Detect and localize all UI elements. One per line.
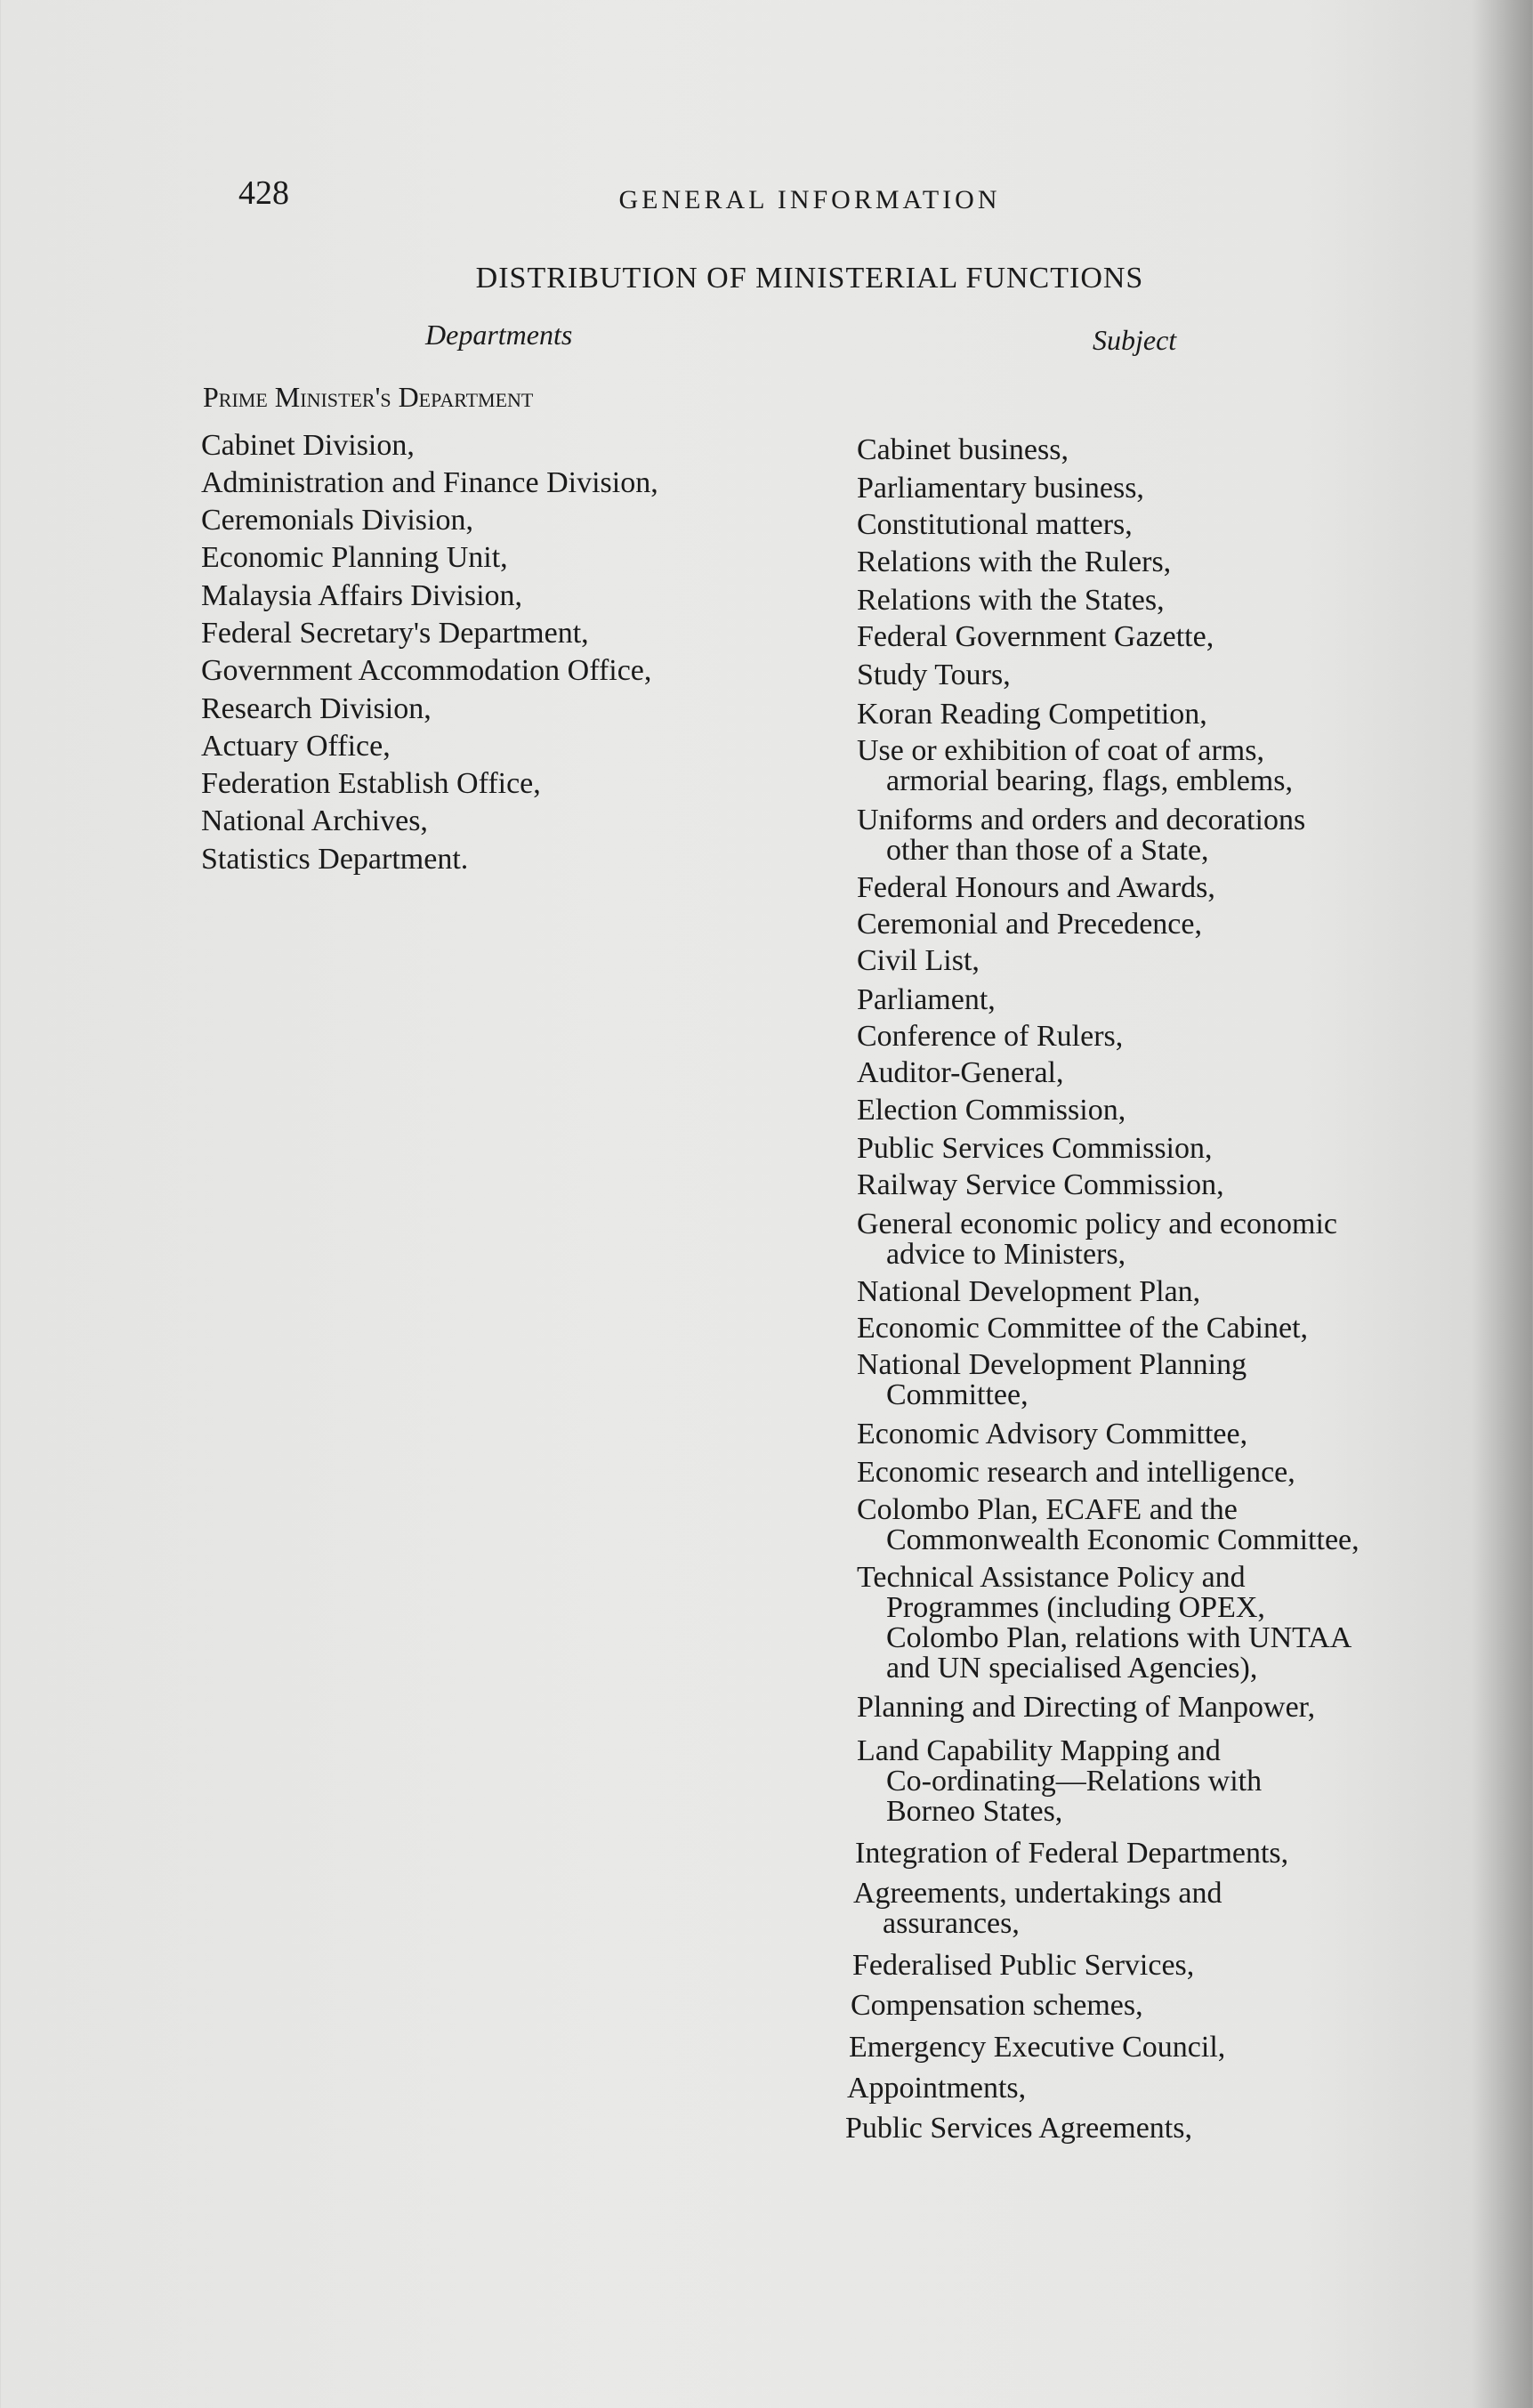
subject-continuation-line: assurances, bbox=[883, 1907, 1020, 1940]
subject-continuation-line: armorial bearing, flags, emblems, bbox=[886, 764, 1293, 797]
subject-line: Colombo Plan, ECAFE and the bbox=[857, 1493, 1238, 1526]
subject-item bbox=[857, 985, 996, 1015]
subject-item bbox=[857, 1095, 1126, 1126]
subject-item bbox=[857, 510, 1133, 540]
department-item: Administration and Finance Division, bbox=[201, 466, 658, 499]
department-item: Federation Establish Office, bbox=[201, 767, 541, 800]
subject-line: Parliamentary business, bbox=[857, 472, 1144, 505]
subject-line: Relations with the States, bbox=[857, 584, 1165, 617]
subject-continuation-line: other than those of a State, bbox=[886, 834, 1209, 867]
subject-line: Compensation schemes, bbox=[851, 1989, 1143, 2022]
subject-item bbox=[857, 547, 1171, 578]
subject-line: Parliament, bbox=[857, 983, 996, 1016]
subject-item bbox=[851, 1991, 1143, 2021]
subject-item bbox=[857, 1563, 1351, 1684]
subject-line: Cabinet business, bbox=[857, 433, 1069, 466]
subject-item bbox=[847, 2073, 1026, 2104]
subject-item bbox=[857, 1458, 1295, 1488]
subject-continuation-line: Borneo States, bbox=[886, 1795, 1063, 1828]
subject-line: Integration of Federal Departments, bbox=[855, 1837, 1289, 1870]
subject-line: Koran Reading Competition, bbox=[857, 698, 1207, 731]
subject-item bbox=[857, 1693, 1315, 1723]
subject-item bbox=[857, 435, 1069, 465]
department-item: Federal Secretary's Department, bbox=[201, 617, 589, 650]
subject-line: Civil List, bbox=[857, 944, 980, 977]
column-header-subject: Subject bbox=[1093, 324, 1177, 356]
subject-item bbox=[857, 805, 1305, 866]
subject-line: Relations with the Rulers, bbox=[857, 545, 1172, 578]
subject-line: Conference of Rulers, bbox=[857, 1020, 1124, 1053]
subject-item bbox=[857, 586, 1165, 616]
subject-continuation-line: Committee, bbox=[886, 1378, 1029, 1411]
subject-line: Planning and Directing of Manpower, bbox=[857, 1691, 1316, 1724]
subject-line: Economic Advisory Committee, bbox=[857, 1418, 1248, 1450]
subject-line: Railway Service Commission, bbox=[857, 1168, 1224, 1201]
subject-line: Federal Honours and Awards, bbox=[857, 871, 1215, 904]
subject-item bbox=[852, 1951, 1194, 1981]
subject-item bbox=[857, 1209, 1337, 1270]
subject-line: Appointments, bbox=[847, 2072, 1027, 2105]
subject-item bbox=[857, 622, 1214, 652]
subject-item bbox=[857, 1419, 1247, 1450]
subject-item bbox=[857, 1170, 1224, 1200]
running-head: GENERAL INFORMATION bbox=[618, 185, 1001, 214]
subject-line: Constitutional matters, bbox=[857, 508, 1133, 541]
subject-item bbox=[857, 473, 1144, 504]
subject-item bbox=[855, 1838, 1288, 1869]
department-item: Actuary Office, bbox=[201, 730, 391, 763]
subject-line: Economic research and intelligence, bbox=[857, 1456, 1295, 1489]
subject-item bbox=[857, 909, 1202, 940]
subject-line: Federalised Public Services, bbox=[852, 1949, 1195, 1982]
subject-line: Technical Assistance Policy and bbox=[857, 1561, 1246, 1594]
page-number: 428 bbox=[238, 174, 289, 212]
subject-line: Public Services Commission, bbox=[857, 1132, 1213, 1165]
subject-item bbox=[853, 1879, 1222, 1939]
subject-line: General economic policy and economic bbox=[857, 1208, 1337, 1240]
subject-line: Economic Committee of the Cabinet, bbox=[857, 1312, 1309, 1345]
subject-line: Use or exhibition of coat of arms, bbox=[857, 734, 1264, 767]
subject-item bbox=[857, 736, 1293, 796]
subject-line: Land Capability Mapping and bbox=[857, 1734, 1221, 1767]
subject-line: Uniforms and orders and decorations bbox=[857, 804, 1306, 836]
subject-item bbox=[857, 1277, 1200, 1307]
subject-continuation-line: Colombo Plan, relations with UNTAA bbox=[886, 1621, 1352, 1654]
department-item: Economic Planning Unit, bbox=[201, 541, 508, 574]
subject-continuation-line: Commonwealth Economic Committee, bbox=[886, 1523, 1360, 1556]
subject-item bbox=[857, 1058, 1064, 1088]
subject-item bbox=[857, 1495, 1360, 1556]
subject-item bbox=[845, 2113, 1192, 2144]
subject-item bbox=[857, 1313, 1308, 1344]
subject-line: Study Tours, bbox=[857, 659, 1011, 691]
subject-line: Election Commission, bbox=[857, 1094, 1126, 1127]
subject-continuation-line: advice to Ministers, bbox=[886, 1238, 1126, 1271]
subject-item bbox=[857, 699, 1207, 730]
subject-item bbox=[857, 946, 980, 976]
subject-line: Federal Government Gazette, bbox=[857, 620, 1214, 653]
subject-item bbox=[857, 1350, 1247, 1410]
subject-line: National Development Planning bbox=[857, 1348, 1247, 1381]
department-item: Malaysia Affairs Division, bbox=[201, 579, 523, 612]
page-title: DISTRIBUTION OF MINISTERIAL FUNCTIONS bbox=[475, 262, 1144, 295]
subject-line: Ceremonial and Precedence, bbox=[857, 908, 1202, 941]
department-item: Government Accommodation Office, bbox=[201, 654, 652, 687]
subject-item bbox=[857, 1736, 1262, 1827]
subject-item bbox=[857, 1022, 1123, 1052]
section-heading: Prime Minister's Department bbox=[203, 381, 534, 413]
column-header-departments: Departments bbox=[425, 319, 573, 351]
subject-continuation-line: Co-ordinating—Relations with bbox=[886, 1765, 1263, 1798]
department-item: Research Division, bbox=[201, 692, 432, 725]
department-item: National Archives, bbox=[201, 804, 428, 837]
department-item: Statistics Department. bbox=[201, 843, 469, 876]
subject-item bbox=[857, 873, 1215, 903]
subject-item bbox=[857, 660, 1011, 691]
subject-continuation-line: and UN specialised Agencies), bbox=[886, 1652, 1258, 1685]
subject-line: Emergency Executive Council, bbox=[849, 2031, 1226, 2064]
subject-item bbox=[849, 2032, 1225, 2063]
department-item: Cabinet Division, bbox=[201, 429, 415, 462]
subject-line: Agreements, undertakings and bbox=[853, 1877, 1222, 1910]
subject-item bbox=[857, 1134, 1213, 1164]
subject-line: Public Services Agreements, bbox=[845, 2112, 1192, 2145]
subject-line: National Development Plan, bbox=[857, 1275, 1201, 1308]
subject-line: Auditor-General, bbox=[857, 1056, 1064, 1089]
subject-continuation-line: Programmes (including OPEX, bbox=[886, 1591, 1265, 1624]
department-item: Ceremonials Division, bbox=[201, 504, 473, 537]
